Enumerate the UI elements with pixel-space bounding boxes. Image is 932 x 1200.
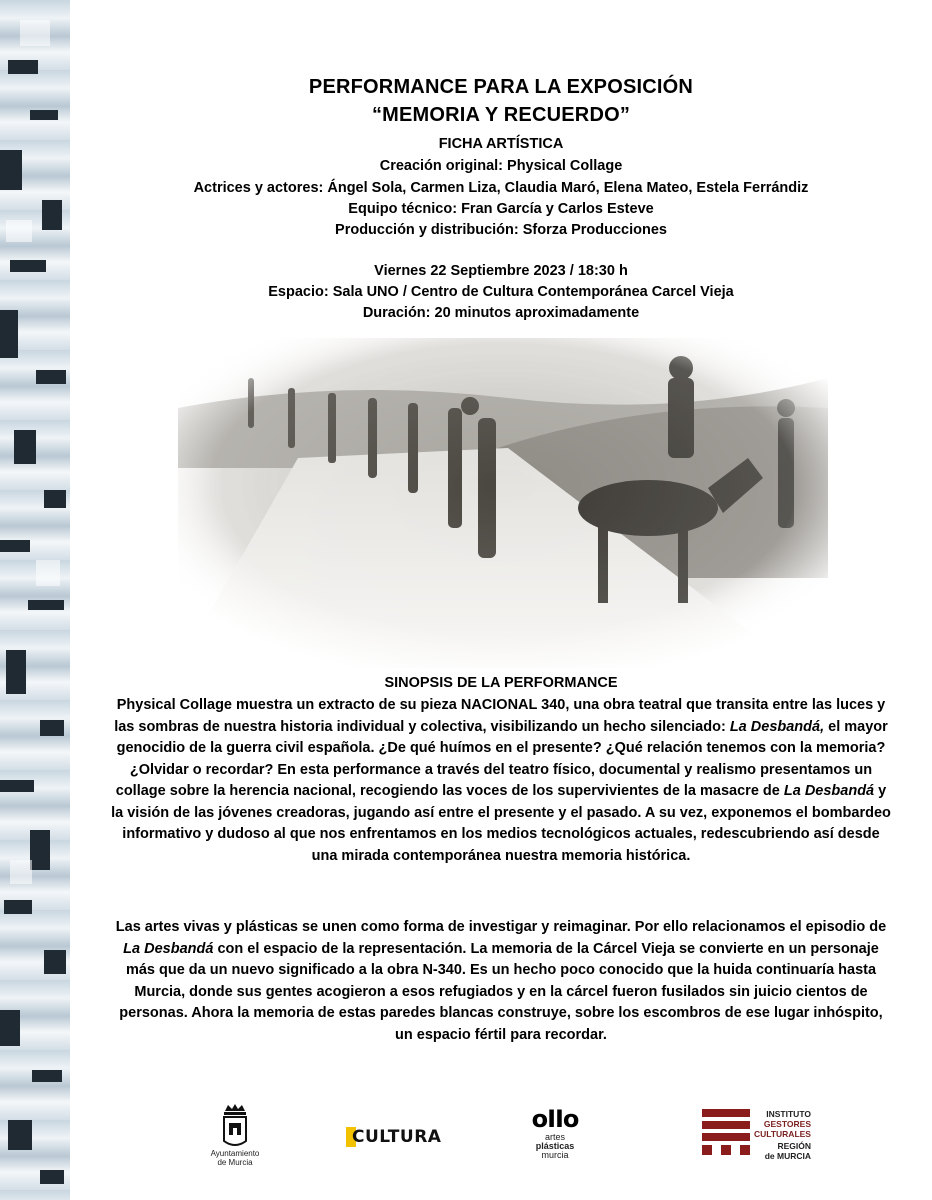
sinopsis-p2-em: La Desbandá (123, 940, 214, 957)
title-line-1: PERFORMANCE PARA LA EXPOSICIÓN (308, 76, 694, 98)
flyer-content (70, 0, 932, 1200)
igc-logo (702, 1109, 822, 1161)
artes-plasticas-logo (525, 1105, 585, 1160)
event-date: Viernes 22 Septiembre 2023 / 18:30 h (374, 263, 628, 279)
igc-emblem-icon (702, 1109, 750, 1155)
sinopsis-p2-text-a: Las artes vivas y plásticas se unen como forma de investigar y reimaginar. Por ello relacionamos el episodio de (115, 919, 887, 935)
ayuntamiento-logo (210, 1103, 260, 1167)
igc-label-1: INSTITUTO (766, 1109, 811, 1119)
sponsor-logos (70, 1095, 932, 1195)
igc-text-block (754, 1109, 811, 1161)
ayuntamiento-label-1: Ayuntamiento (210, 1149, 260, 1158)
ficha-produccion: Producción y distribución: Sforza Producciones (335, 222, 667, 238)
sinopsis-p1-text-c: y la visión de las jóvenes creadoras, jugando así entre el presente y el pasado. A su vez, exponemos el bombardeo informativo y dudoso al que nos enfrentamos en los medios tecnológicos actuales, redescubriendo así desde una mirada contemporánea nuestra memoria histórica. (111, 783, 891, 864)
ollo-label-1: artes (544, 1132, 565, 1142)
igc-label-5: de MURCIA (764, 1151, 811, 1161)
igc-label-4: REGIÓN (777, 1141, 811, 1151)
ficha-creacion: Creación original: Physical Collage (379, 158, 623, 174)
sinopsis-p1-text-b: el mayor genocidio de la guerra civil española. ¿De qué huímos en el presente? ¿Qué relación tenemos con la memoria? ¿Olvidar o recordar? En esta performance a través del teatro físico, documental y realismo presentamos un collage sobre la herencia nacional, recogiendo las voces de los supervivientes de la masacre de (115, 718, 888, 799)
igc-label-2: GESTORES (763, 1119, 811, 1129)
title-line-2: “MEMORIA Y RECUERDO” (371, 104, 631, 126)
ollo-label-2: plásticas (535, 1141, 575, 1151)
event-venue: Espacio: Sala UNO / Centro de Cultura Contemporánea Carcel Vieja (268, 284, 734, 300)
ficha-equipo: Equipo técnico: Fran García y Carlos Esteve (348, 201, 654, 217)
igc-label-3: CULTURALES (754, 1129, 811, 1139)
sinopsis-paragraph-2 (110, 917, 892, 1046)
decorative-side-strip (0, 0, 70, 1200)
historical-photo (178, 338, 828, 668)
sinopsis-heading: SINOPSIS DE LA PERFORMANCE (384, 675, 618, 691)
sinopsis-paragraph-1 (110, 695, 892, 867)
ficha-heading: FICHA ARTÍSTICA (438, 136, 564, 152)
cultura-logo (346, 1125, 441, 1149)
ficha-actores: Actrices y actores: Ángel Sola, Carmen Liza, Claudia Maró, Elena Mateo, Estela Ferrándiz (193, 180, 809, 196)
sinopsis-p1-em-2: La Desbandá (783, 783, 875, 799)
cultura-label: CULTURA (352, 1127, 442, 1147)
sinopsis-p2-text-b: con el espacio de la representación. La memoria de la Cárcel Vieja se convierte en un personaje más que da un nuevo significado a la obra N-340. Es un hecho poco conocido que la huida continuaría hasta Murcia, donde sus gentes acogieron a esos refugiados y en la cárcel fueron fusilados sin juicio cientos de personas. Ahora la memoria de estas paredes blancas construye, sobre los escombros de ese lugar inhóspito, un espacio fértil para recordar. (119, 940, 883, 1043)
sinopsis-p1-em-1: La Desbandá, (729, 718, 825, 735)
ollo-label-3: murcia (541, 1150, 569, 1160)
castle-crown-icon (220, 1103, 250, 1149)
ollo-mark: oIIo (531, 1105, 579, 1133)
ayuntamiento-label-2: de Murcia (217, 1158, 253, 1167)
sinopsis-p1-text-a: Physical Collage muestra un extracto de su pieza NACIONAL 340, una obra teatral que transita entre las luces y las sombras de nuestra historia individual y colectiva, visibilizando un hecho silenciado: (114, 697, 886, 735)
event-duration: Duración: 20 minutos aproximadamente (362, 305, 640, 321)
